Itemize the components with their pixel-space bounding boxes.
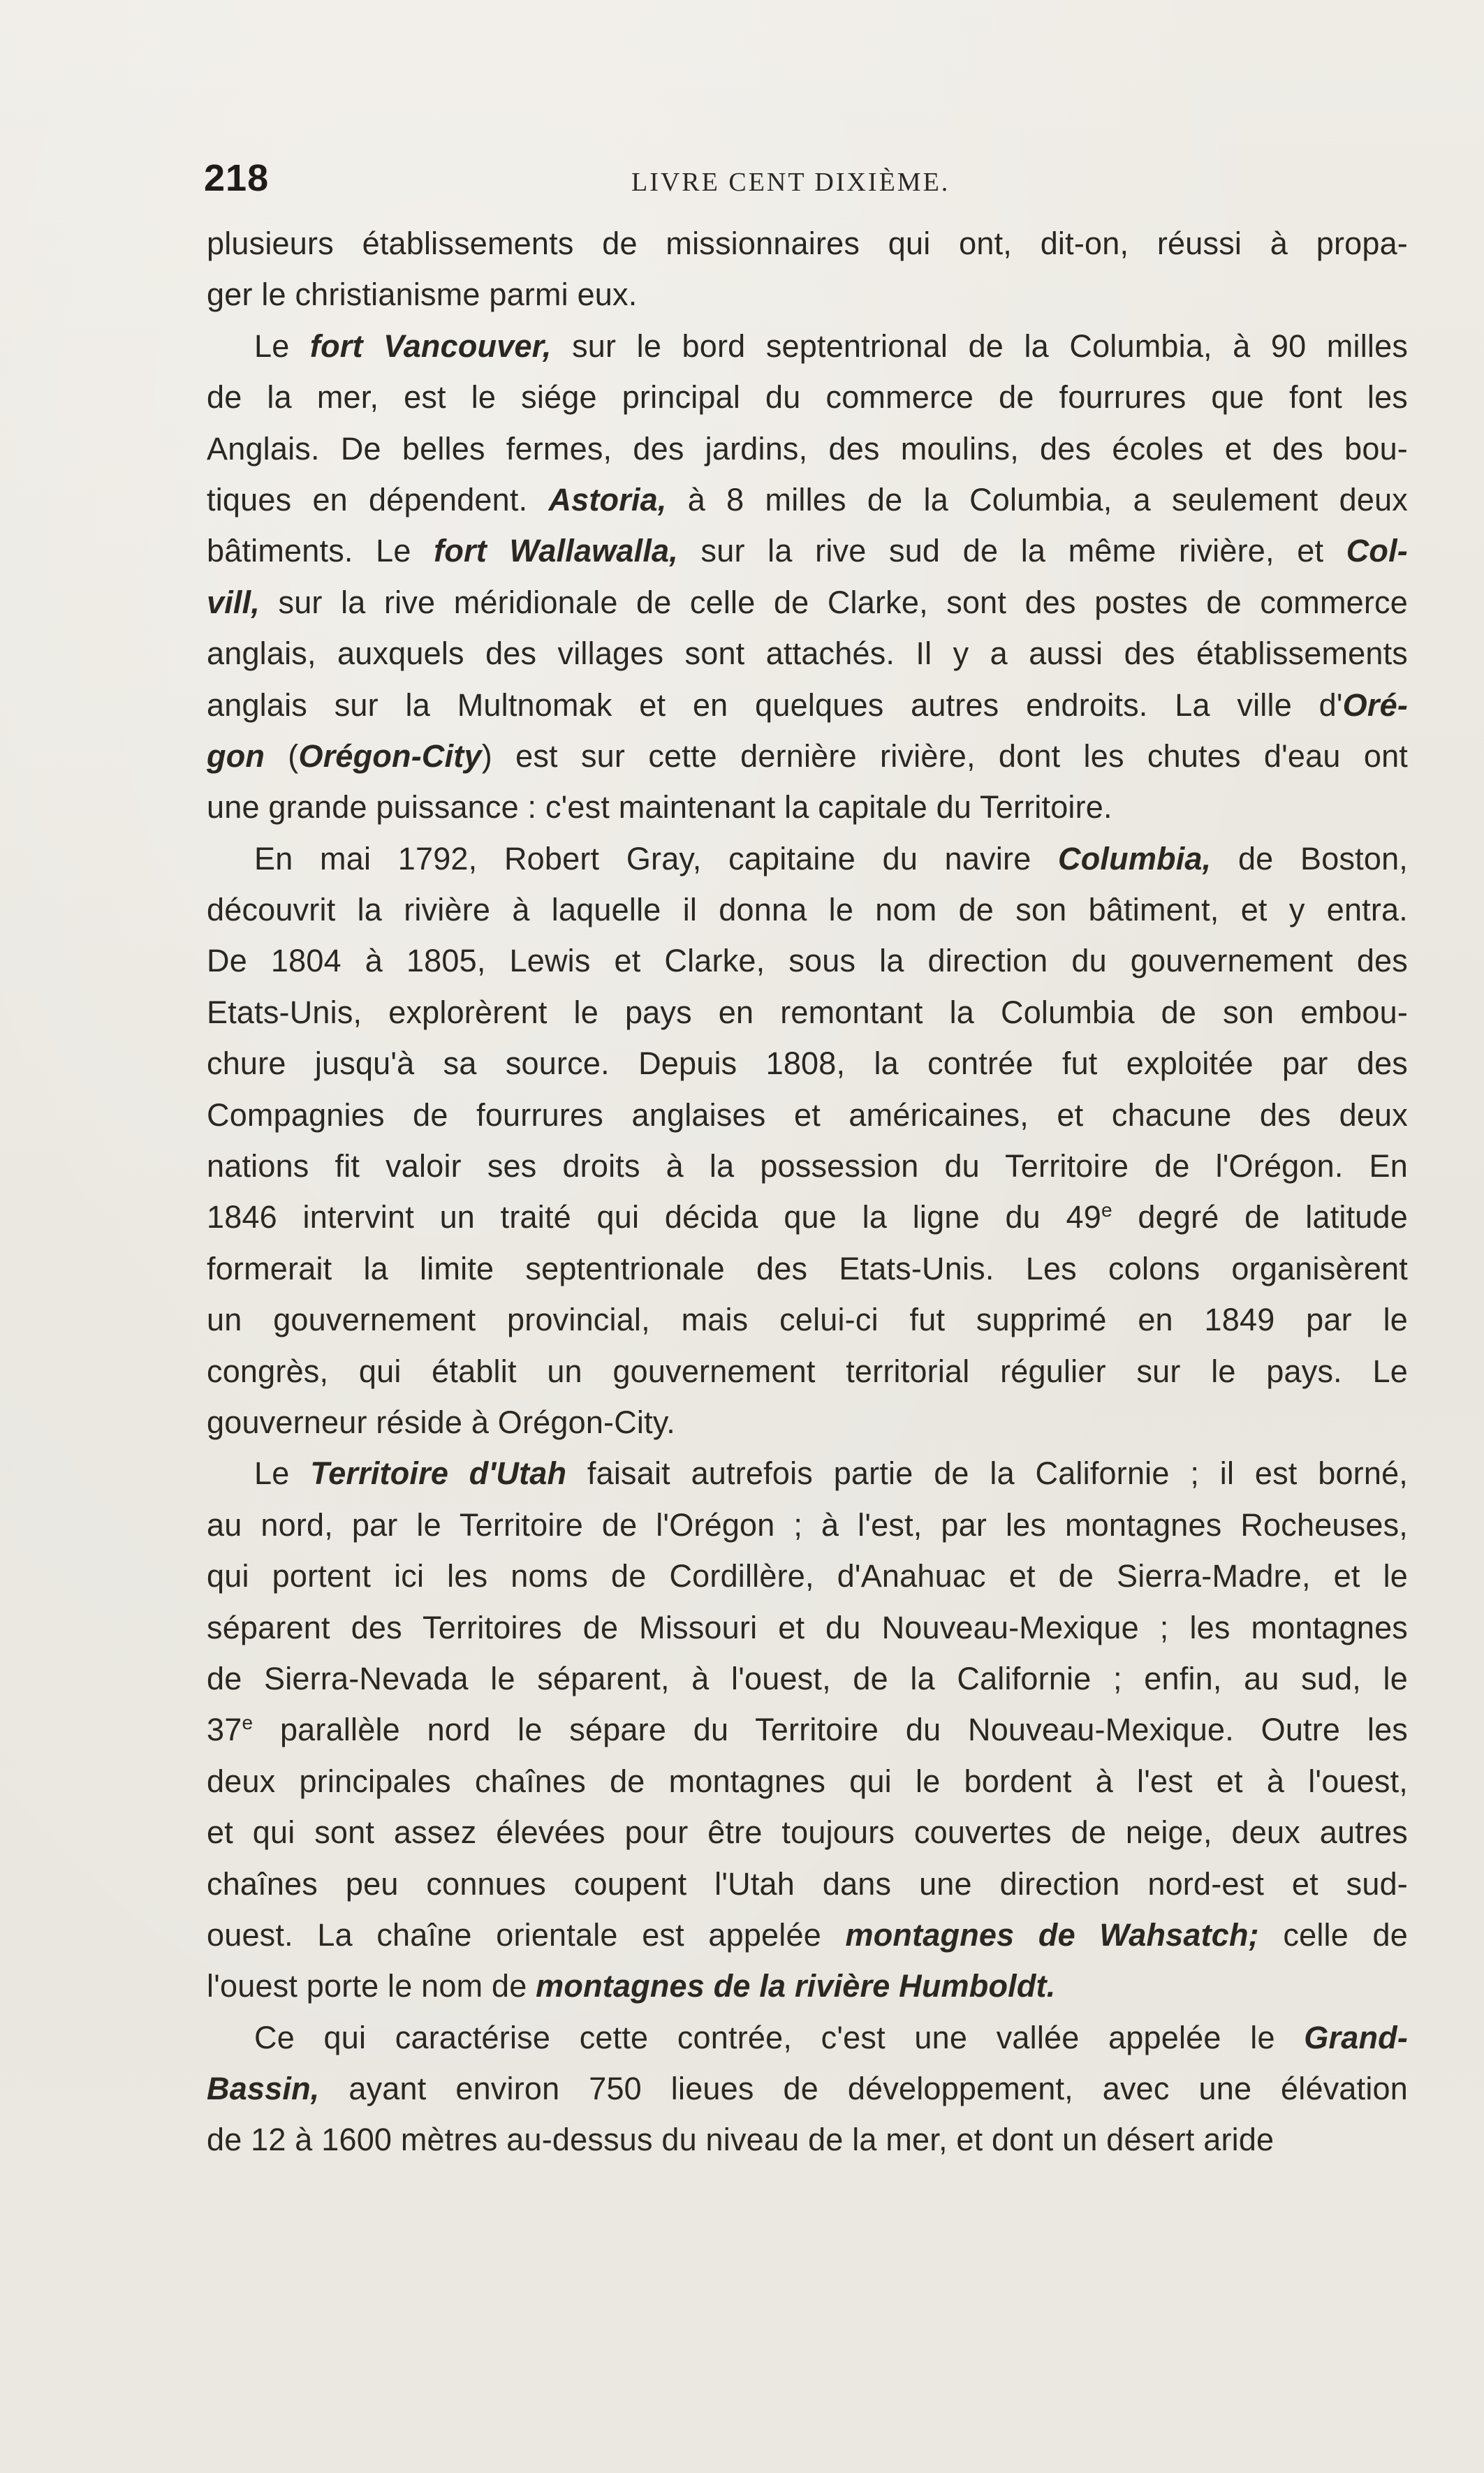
text-line [207,884,1408,935]
text-run: ) est sur cette dernière rivière, dont les chutes d'eau ont [481,738,1408,774]
text-run: degré de latitude [1112,1199,1408,1235]
superscript: e [1101,1199,1112,1221]
text-run: une grande puissance : c'est maintenant la capitale du Territoire. [207,789,1112,825]
text-run: qui portent ici les noms de Cordillère, d'Anahuac et de Sierra-Madre, et le [207,1558,1408,1594]
text-line [207,628,1408,679]
running-title: LIVRE CENT DIXIÈME. [631,168,950,197]
text-line [207,372,1408,423]
italic-text: Columbia, [1058,840,1212,876]
text-run: un gouvernement provincial, mais celui-ci fut supprimé en 1849 par le [207,1302,1408,1338]
text-line [207,1653,1408,1704]
running-head [204,154,1409,203]
text-line [207,423,1408,474]
italic-text: gon [207,738,265,774]
text-run: parallèle nord le sépare du Territoire du Nouveau-Mexique. Outre les [253,1712,1408,1748]
text-line [207,269,1408,320]
text-run: Le [254,328,310,364]
text-run: ouest. La chaîne orientale est appelée [207,1916,846,1953]
text-line [207,1756,1408,1807]
text-line [207,1550,1408,1601]
text-line [207,731,1408,781]
page-number: 218 [204,157,270,199]
text-line [207,1191,1408,1242]
text-run: bâtiments. Le [207,533,434,569]
text-line [207,1960,1408,2011]
text-run: de la mer, est le siége principal du commerce de fourrures que font les [207,379,1408,416]
text-line [207,1346,1408,1397]
text-run: De 1804 à 1805, Lewis et Clarke, sous la direction du gouvernement des [207,943,1408,979]
text-run: sur le bord septentrional de la Columbia, à 90 milles [551,328,1409,364]
italic-text: montagnes de Wahsatch; [845,1916,1259,1953]
text-line [207,680,1408,731]
text-run: 37 [207,1712,242,1748]
text-line [207,1704,1408,1755]
text-run: plusieurs établissements de missionnaires qui ont, dit-on, réussi à propa- [207,226,1408,261]
text-line [207,577,1408,628]
text-line [207,1089,1408,1140]
text-line [207,1243,1408,1294]
text-line [207,2063,1408,2114]
superscript: e [242,1712,254,1734]
text-line [207,781,1408,832]
italic-text: Astoria, [548,481,667,518]
italic-text: Territoire d'Utah [310,1455,567,1492]
italic-text: montagnes de la rivière Humboldt. [536,1968,1056,2004]
italic-text: fort Vancouver, [309,328,552,364]
text-line [207,474,1408,525]
text-line [207,1858,1408,1909]
text-run: celle de [1258,1916,1408,1953]
text-run: anglais, auxquels des villages sont attachés. Il y a aussi des établissements [207,636,1408,672]
text-line [207,935,1408,986]
text-run: congrès, qui établit un gouvernement territorial régulier sur le pays. Le [207,1353,1408,1389]
text-line [207,1397,1408,1448]
text-run: Etats-Unis, explorèrent le pays en remontant la Columbia de son embou- [207,994,1408,1030]
text-line [207,1807,1408,1858]
text-run: Le [254,1455,311,1492]
text-run: et qui sont assez élevées pour être toujours couvertes de neige, deux autres [207,1814,1408,1851]
text-run: ( [265,738,299,774]
text-run: sur la rive sud de la même rivière, et [677,533,1346,569]
text-run: faisait autrefois partie de la Californie ; il est borné, [566,1455,1409,1492]
text-line [207,1602,1408,1653]
text-run: ayant environ 750 lieues de développement, avec une élévation [319,2071,1408,2107]
text-run: ger le christianisme parmi eux. [207,277,638,313]
body-text [207,218,1408,2166]
text-run: de Sierra-Nevada le séparent, à l'ouest, de la Californie ; enfin, au sud, le [207,1660,1408,1696]
text-line [207,1909,1408,1960]
text-run: anglais sur la Multnomak et en quelques autres endroits. La ville d' [207,687,1343,723]
text-line [207,1448,1408,1499]
italic-text: Orégon-City [298,738,482,774]
text-run: Ce qui caractérise cette contrée, c'est une vallée appelée le [254,2019,1305,2055]
text-run: 1846 intervint un traité qui décida que la ligne du 49 [207,1199,1101,1235]
text-run: découvrit la rivière à laquelle il donna le nom de son bâtiment, et y entra. [207,892,1408,928]
text-line [207,1294,1408,1345]
text-run: gouverneur réside à Orégon-City. [207,1404,675,1440]
text-run: nations fit valoir ses droits à la possession du Territoire de l'Orégon. En [207,1148,1408,1184]
text-run: séparent des Territoires de Missouri et du Nouveau-Mexique ; les montagnes [207,1609,1408,1645]
italic-text: vill, [207,584,260,620]
text-run: de 12 à 1600 mètres au-dessus du niveau de la mer, et dont un désert aride [207,2122,1274,2158]
text-line [207,1140,1408,1191]
text-run: chure jusqu'à sa source. Depuis 1808, la contrée fut exploitée par des [207,1045,1408,1082]
italic-text: Oré- [1342,687,1408,723]
italic-text: Bassin, [207,2071,320,2107]
text-line [207,987,1408,1038]
italic-text: Col- [1346,533,1408,569]
text-run: En mai 1792, Robert Gray, capitaine du navire [254,840,1059,876]
italic-text: fort Wallawalla, [434,533,678,569]
text-run: Compagnies de fourrures anglaises et américaines, et chacune des deux [207,1096,1408,1133]
text-run: de Boston, [1211,840,1409,876]
text-line [207,1499,1408,1550]
text-line [207,218,1408,269]
text-run: tiques en dépendent. [207,481,549,518]
text-run: formerait la limite septentrionale des Etats-Unis. Les colons organisèrent [207,1250,1408,1286]
text-run: l'ouest porte le nom de [207,1968,536,2004]
text-run: à 8 milles de la Columbia, a seulement deux [666,481,1408,518]
text-line [207,2114,1408,2165]
italic-text: Grand- [1304,2019,1408,2055]
text-run: chaînes peu connues coupent l'Utah dans une direction nord-est et sud- [207,1865,1408,1902]
text-run: Anglais. De belles fermes, des jardins, des moulins, des écoles et des bou- [207,430,1408,467]
text-line [207,833,1408,884]
text-line [207,525,1408,576]
text-run: deux principales chaînes de montagnes qui le bordent à l'est et à l'ouest, [207,1763,1408,1799]
text-line [207,1038,1408,1089]
text-run: sur la rive méridionale de celle de Clarke, sont des postes de commerce [260,584,1408,620]
text-line [207,2012,1408,2063]
text-line [207,321,1408,372]
text-run: au nord, par le Territoire de l'Orégon ; à l'est, par les montagnes Rocheuses, [207,1506,1408,1543]
